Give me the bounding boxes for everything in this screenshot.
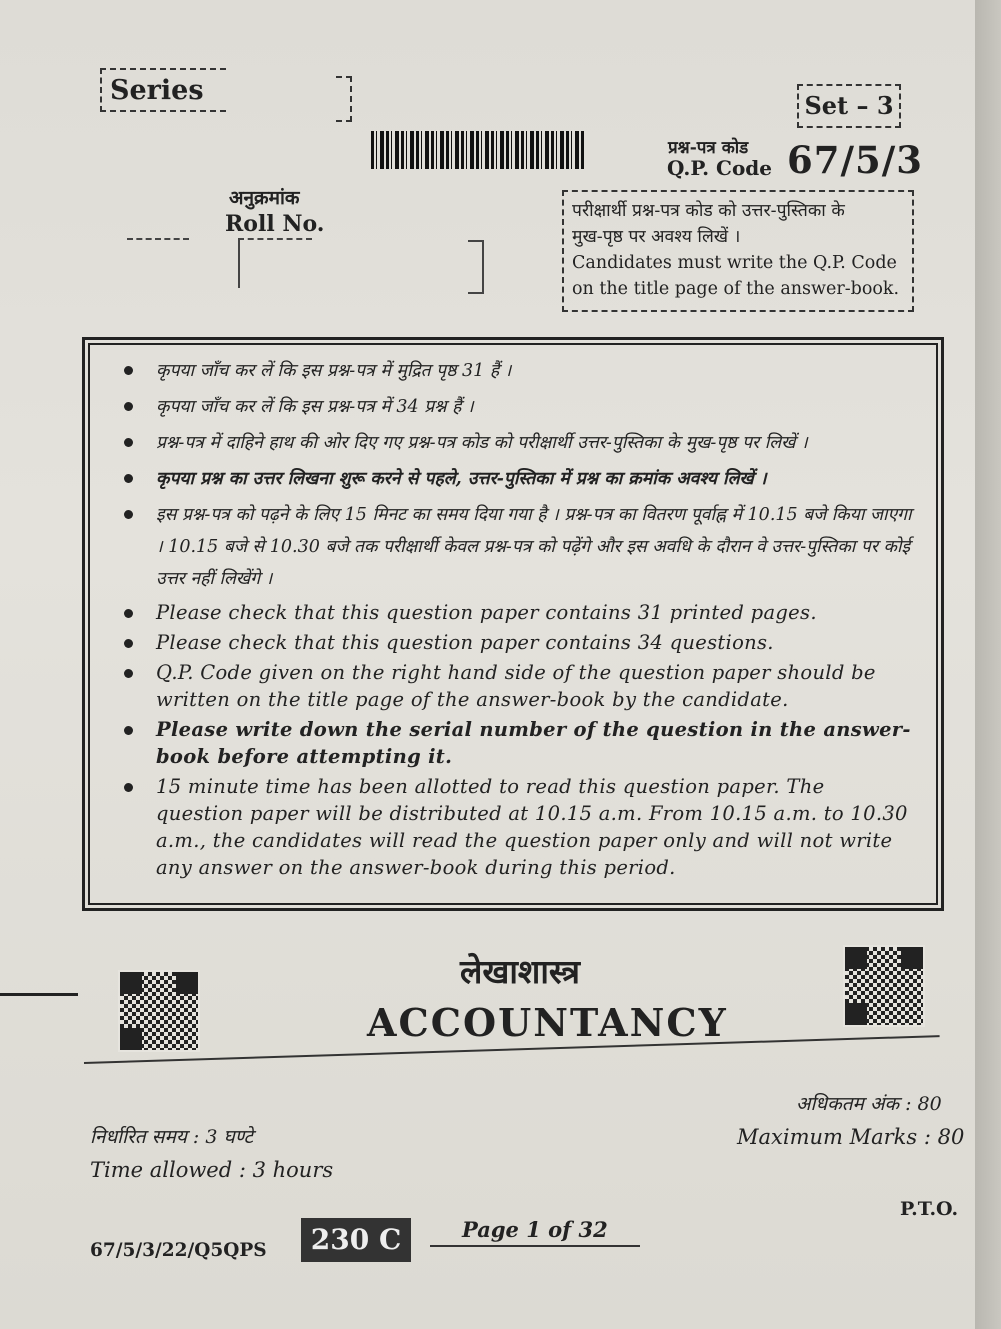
barcode [371,131,586,169]
subject-title-hindi: लेखाशास्त्र [460,952,580,991]
instructions-hindi [124,355,914,595]
bullet-icon [124,726,133,735]
time-allowed-hindi: निर्धारित समय : 3 घण्टे [90,1126,254,1148]
bullet-icon [124,366,133,375]
roll-number-field-line [127,238,189,240]
roll-number-field-divider [238,238,240,288]
set-label: Set – 3 [804,91,894,120]
series-label: Series [110,75,204,106]
roll-number-label-hindi: अनुक्रमांक [229,187,300,209]
qp-code: 67/5/3 [787,138,924,182]
qr-code-icon [843,945,925,1027]
candidate-note-line: on the title page of the answer-book. [572,279,900,299]
roll-number-label: Roll No. [225,211,325,237]
series-badge: 230 C [301,1218,411,1262]
margin-mark [0,993,78,996]
candidate-note-line: Candidates must write the Q.P. Code [572,253,897,273]
time-allowed: Time allowed : 3 hours [90,1158,334,1182]
series-box-end [336,76,352,122]
bullet-icon [124,783,133,792]
paper-edge [975,0,1001,1329]
instruction-item: Please check that this question paper contains 31 printed pages. [124,599,914,626]
paper-code-footer: 67/5/3/22/Q5QPS [90,1240,267,1261]
page-number-underline [430,1245,640,1247]
instruction-item: Q.P. Code given on the right hand side of the question paper should be written on the title page of the answer-book by the candidate. [124,659,914,713]
qp-code-label: Q.P. Code [667,156,773,180]
page-number: Page 1 of 32 [462,1217,608,1242]
subject-title: ACCOUNTANCY [367,1000,728,1045]
bullet-icon [124,438,133,447]
set-box [797,84,901,128]
instructions-english [124,599,914,881]
instruction-item: Please write down the serial number of the question in the answer-book before attempting it. [124,716,914,770]
bullet-icon [124,474,133,483]
qp-code-label-hindi: प्रश्न-पत्र कोड [668,138,749,158]
instruction-item: Please check that this question paper contains 34 questions. [124,629,914,656]
bullet-icon [124,510,133,519]
maximum-marks: Maximum Marks : 80 [737,1125,965,1149]
maximum-marks-hindi: अधिकतम अंक : 80 [796,1093,942,1115]
instruction-item: प्रश्न-पत्र में दाहिने हाथ की ओर दिए गए प्रश्न-पत्र कोड को परीक्षार्थी उत्तर-पुस्तिका के मुख-पृष्ठ पर लिखें । [124,427,914,459]
bullet-icon [124,609,133,618]
instruction-item: 15 minute time has been allotted to read this question paper. The question paper will be distributed at 10.15 a.m. From 10.15 a.m. to 10.30 a.m., the candidates will read the question paper only and will not write any answer on the answer-book during this period. [124,773,914,881]
instruction-item: कृपया जाँच कर लें कि इस प्रश्न-पत्र में 34 प्रश्न हैं । [124,391,914,423]
pto-label: P.T.O. [900,1198,959,1220]
candidate-note-box [562,190,914,312]
instruction-item: कृपया प्रश्न का उत्तर लिखना शुरू करने से पहले, उत्तर-पुस्तिका में प्रश्न का क्रमांक अवश्य लिखें । [124,463,914,495]
bullet-icon [124,669,133,678]
series-box [100,68,226,112]
candidate-note-hindi-line: परीक्षार्थी प्रश्न-पत्र कोड को उत्तर-पुस्तिका के [572,201,845,221]
bullet-icon [124,402,133,411]
roll-number-field-end [468,240,484,294]
instruction-item: इस प्रश्न-पत्र को पढ़ने के लिए 15 मिनट का समय दिया गया है । प्रश्न-पत्र का वितरण पूर्वाह्न में 10.15 बजे किया जाएगा । 10.15 बजे से 10.30 बजे तक परीक्षार्थी केवल प्रश्न-पत्र को पढ़ेंगे और इस अवधि के दौरान वे उत्तर-पुस्तिका पर कोई उत्तर नहीं लिखेंगे । [124,499,914,595]
bullet-icon [124,639,133,648]
instruction-item: कृपया जाँच कर लें कि इस प्रश्न-पत्र में मुद्रित पृष्ठ 31 हैं । [124,355,914,387]
roll-number-field-line [238,238,312,240]
instructions-box [82,337,944,911]
candidate-note-hindi-line: मुख-पृष्ठ पर अवश्य लिखें । [572,227,741,247]
qr-code-icon [118,970,200,1052]
